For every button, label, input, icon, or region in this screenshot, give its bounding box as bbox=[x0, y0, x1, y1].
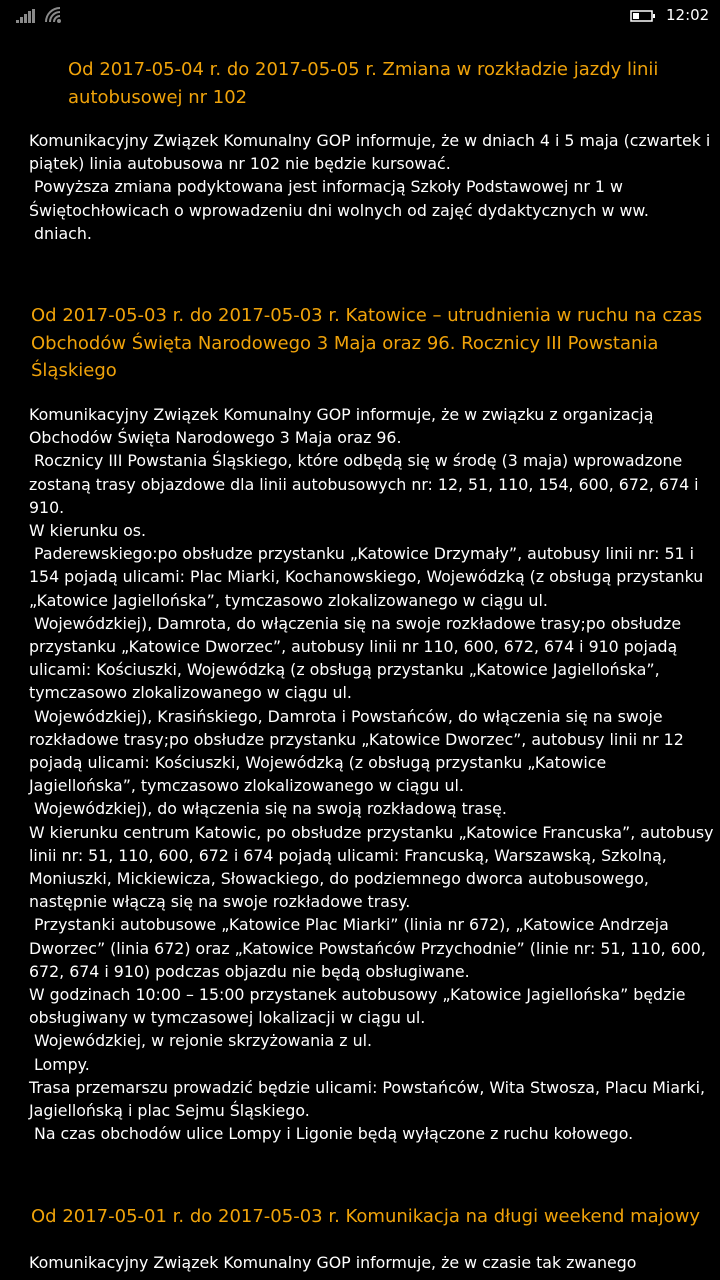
news-title[interactable]: Od 2017-05-03 r. do 2017-05-03 r. Katowice – utrudnienia w ruchu na czas Obchodów Święta Narodowego 3 Maja oraz 96. Rocznicy III Powstania Śląskiego bbox=[31, 305, 703, 381]
battery-icon bbox=[630, 10, 656, 22]
news-body: Komunikacyjny Związek Komunalny GOP informuje, że w czasie tak zwanego bbox=[29, 1253, 637, 1272]
signal-icon bbox=[16, 9, 36, 23]
status-bar bbox=[0, 0, 720, 32]
news-title[interactable]: Od 2017-05-01 r. do 2017-05-03 r. Komunikacja na długi weekend majowy bbox=[31, 1206, 701, 1227]
news-body: Komunikacyjny Związek Komunalny GOP informuje, że w związku z organizacją Obchodów Święta Narodowego 3 Maja oraz 96. Rocznicy III Powstania Śląskiego, które odbędą się w środę (3 maja) wprowadzone zostaną trasy objazdowe dla linii autobusowych nr: 12, 51, 110, 154, 600, 672, 674 i 910. W kierunku os. Paderewskiego:po obsłudze przystanku „Katowice Drzymały”, autobusy linii nr: 51 i 154 pojadą ulicami: Plac Miarki, Kochanowskiego, Wojewódzką (z obsługą przystanku „Katowice Jagiellońska”, tymczasowo zlokalizowanego w ciągu ul. Wojewódzkiej), Damrota, do włączenia się na swoje rozkładowe trasy;po obsłudze przystanku „Katowice Dworzec”, autobusy linii nr 110, 600, 672, 674 i 910 pojadą ulicami: Kościuszki, Wojewódzką (z obsługą przystanku „Katowice Jagiellońska”, tymczasowo zlokalizowanego w ciągu ul. Wojewódzkiej), Krasińskiego, Damrota i Powstańców, do włączenia się na swoje rozkładowe trasy;po obsłudze przystanku „Katowice Dworzec”, autobusy linii nr 12 pojadą ulicami: Kościuszki, Wojewódzką (z obsługą przystanku „Katowice Jagiellońska”, tymczasowo zlokalizowanego w ciągu ul. Wojewódzkiej), do włączenia się na swoją rozkładową trasę. W kierunku centrum Katowic, po obsłudze przystanku „Katowice Francuska”, autobusy linii nr: 51, 110, 600, 672 i 674 pojadą ulicami: Francuską, Warszawską, Szkolną, Moniuszki, Mickiewicza, Słowackiego, do podziemnego dworca autobusowego, następnie włączą się na swoje rozkładowe trasy. Przystanki autobusowe „Katowice Plac Miarki” (linia nr 672), „Katowice Andrzeja Dworzec” (linia 672) oraz „Katowice Powstańców Przychodnie” (linie nr: 51, 110, 600, 672, 674 i 910) podczas objazdu nie będą obsługiwane. W godzinach 10:00 – 15:00 przystanek autobusowy „Katowice Jagiellońska” będzie obsługiwany w tymczasowej lokalizacji w ciągu ul. Wojewódzkiej, w rejonie skrzyżowania z ul. Lompy. Trasa przemarszu prowadzić będzie ulicami: Powstańców, Wita Stwosza, Placu Miarki, Jagiellońską i plac Sejmu Śląskiego. Na czas obchodów ulice Lompy i Ligonie będą wyłączone z ruchu kołowego. bbox=[29, 405, 714, 1144]
news-title[interactable]: Od 2017-05-04 r. do 2017-05-05 r. Zmiana w rozkładzie jazdy linii autobusowej nr 102 bbox=[68, 59, 659, 108]
wifi-icon bbox=[44, 6, 66, 24]
news-body: Komunikacyjny Związek Komunalny GOP informuje, że w dniach 4 i 5 maja (czwartek i piątek) linia autobusowa nr 102 nie będzie kursować. Powyższa zmiana podyktowana jest informacją Szkoły Podstawowej nr 1 w Świętochłowicach o wprowadzeniu dni wolnych od zajęć dydaktycznych w ww. dniach. bbox=[29, 131, 711, 243]
status-time: 12:02 bbox=[666, 6, 710, 24]
